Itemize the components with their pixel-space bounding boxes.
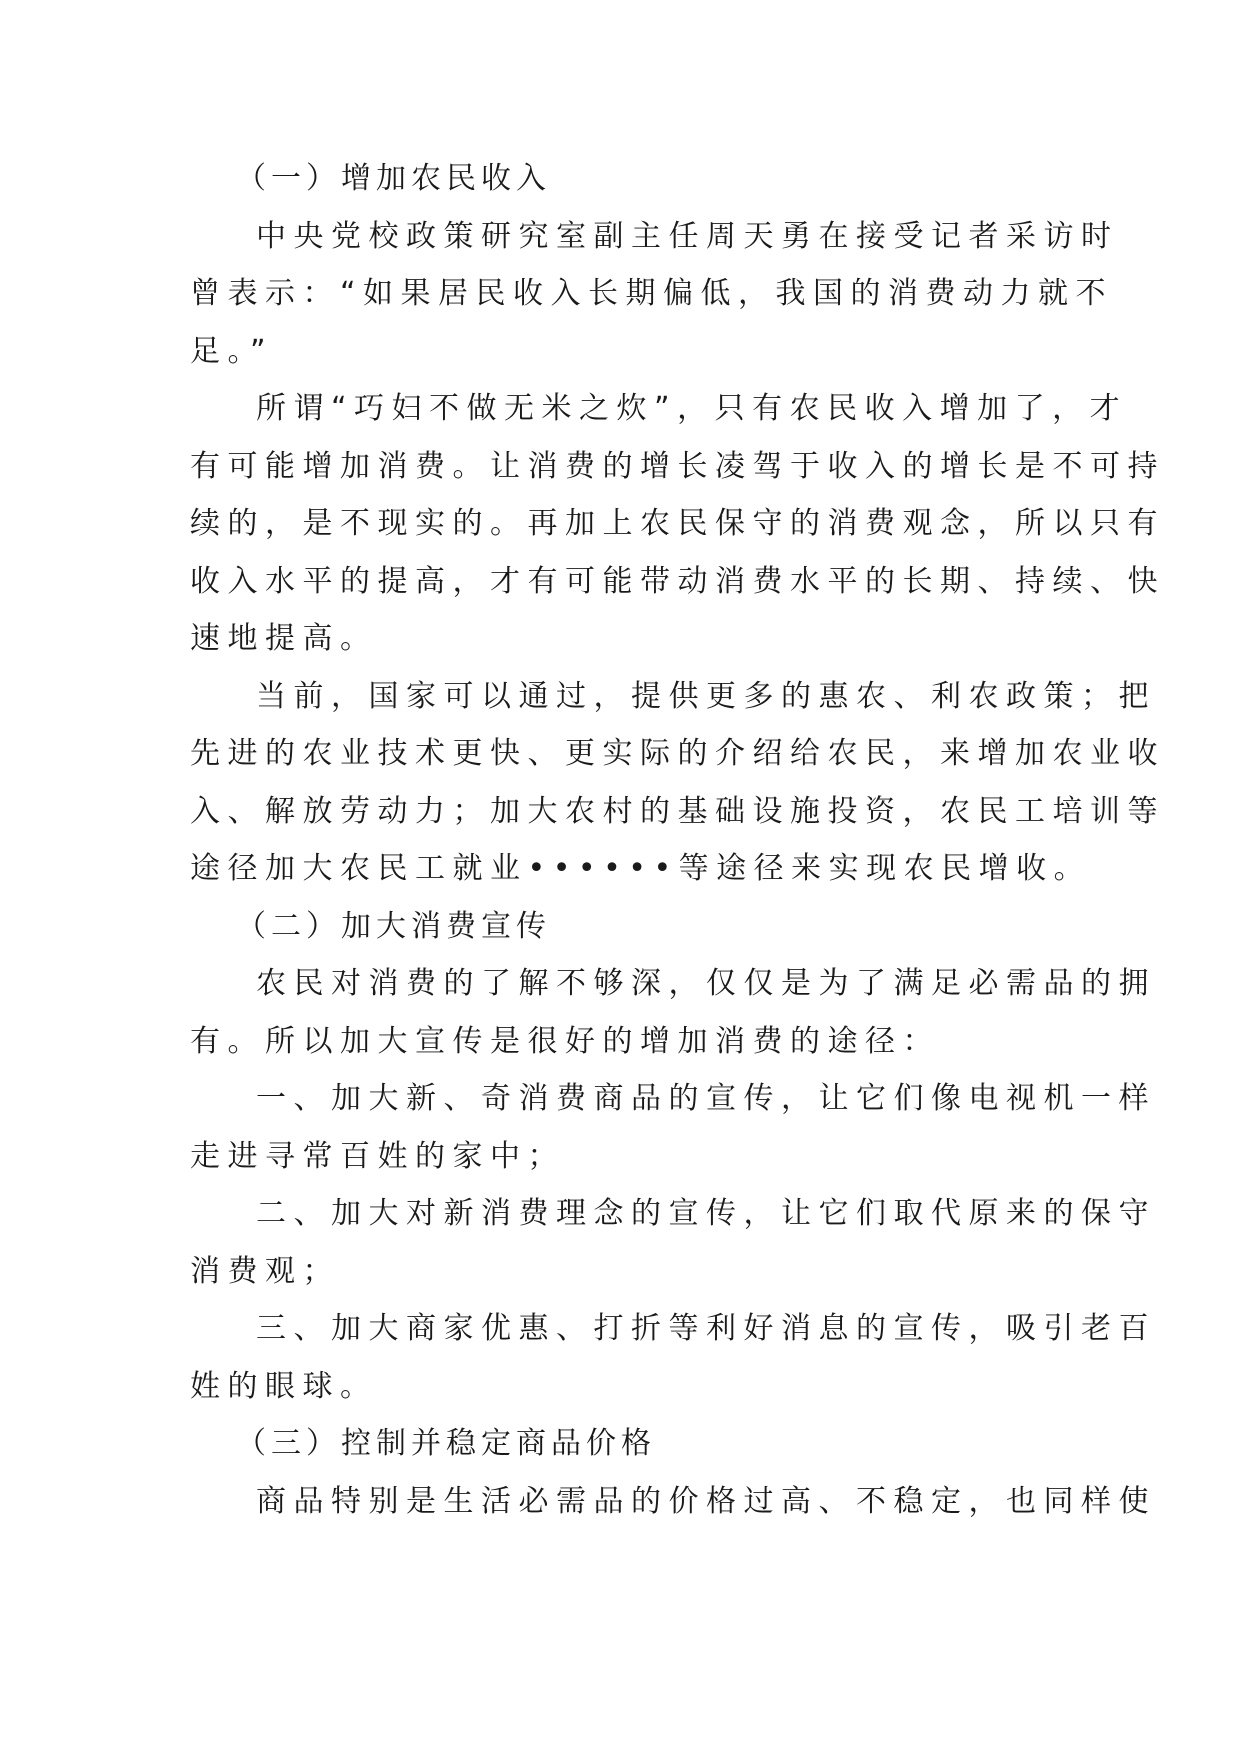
paragraph-line: 足。” <box>190 333 274 369</box>
paragraph <box>190 1185 1156 1300</box>
paragraph-line: 续的，是不现实的。再加上农民保守的消费观念，所以只有 <box>190 506 1165 541</box>
paragraph-line: 商品特别是生活必需品的价格过高、不稳定，也同样使 <box>256 1483 1156 1519</box>
paragraph-line: 所谓“巧妇不做无米之炊”，只有农民收入增加了，才 <box>256 391 1128 426</box>
section-heading-2: （二）加大消费宣传 <box>236 908 551 944</box>
paragraph-line: 消费观； <box>190 1253 340 1289</box>
paragraph-line: 走进寻常百姓的家中； <box>190 1138 565 1174</box>
section-heading-3: （三）控制并稳定商品价格 <box>236 1426 656 1461</box>
paragraph <box>190 1300 1156 1415</box>
paragraph-line: 途径加大农民工就业••••••等途径来实现农民增收。 <box>190 851 1092 886</box>
paragraph-line: 三、加大商家优惠、打折等利好消息的宣传，吸引老百 <box>256 1311 1156 1346</box>
section-heading-1: （一）增加农民收入 <box>236 161 551 196</box>
paragraph-line: 曾表示：“如果居民收入长期偏低，我国的消费动力就不 <box>190 276 1114 311</box>
paragraph-line: 姓的眼球。 <box>190 1368 378 1404</box>
paragraph-line: 先进的农业技术更快、更实际的介绍给农民，来增加农业收 <box>190 736 1165 771</box>
paragraph <box>190 1070 1156 1185</box>
paragraph-line: 农民对消费的了解不够深，仅仅是为了满足必需品的拥 <box>256 966 1156 1001</box>
document-body <box>190 150 1165 1530</box>
paragraph-line: 入、解放劳动力；加大农村的基础设施投资，农民工培训等 <box>190 793 1165 829</box>
paragraph-line: 收入水平的提高，才有可能带动消费水平的长期、持续、快 <box>190 563 1165 599</box>
paragraph-line: 速地提高。 <box>190 621 378 656</box>
paragraph <box>190 208 1119 381</box>
paragraph-line: 一、加大新、奇消费商品的宣传，让它们像电视机一样 <box>256 1081 1156 1116</box>
paragraph-line: 二、加大对新消费理念的宣传，让它们取代原来的保守 <box>256 1196 1156 1231</box>
paragraph-line: 当前，国家可以通过，提供更多的惠农、利农政策；把 <box>256 678 1156 714</box>
paragraph-line: 中央党校政策研究室副主任周天勇在接受记者采访时 <box>256 218 1119 254</box>
paragraph-line: 有。所以加大宣传是很好的增加消费的途径： <box>190 1023 940 1059</box>
paragraph <box>190 668 1165 898</box>
paragraph <box>190 380 1165 668</box>
paragraph <box>190 1473 1156 1531</box>
paragraph-line: 有可能增加消费。让消费的增长凌驾于收入的增长是不可持 <box>190 448 1165 484</box>
paragraph <box>190 955 1156 1070</box>
